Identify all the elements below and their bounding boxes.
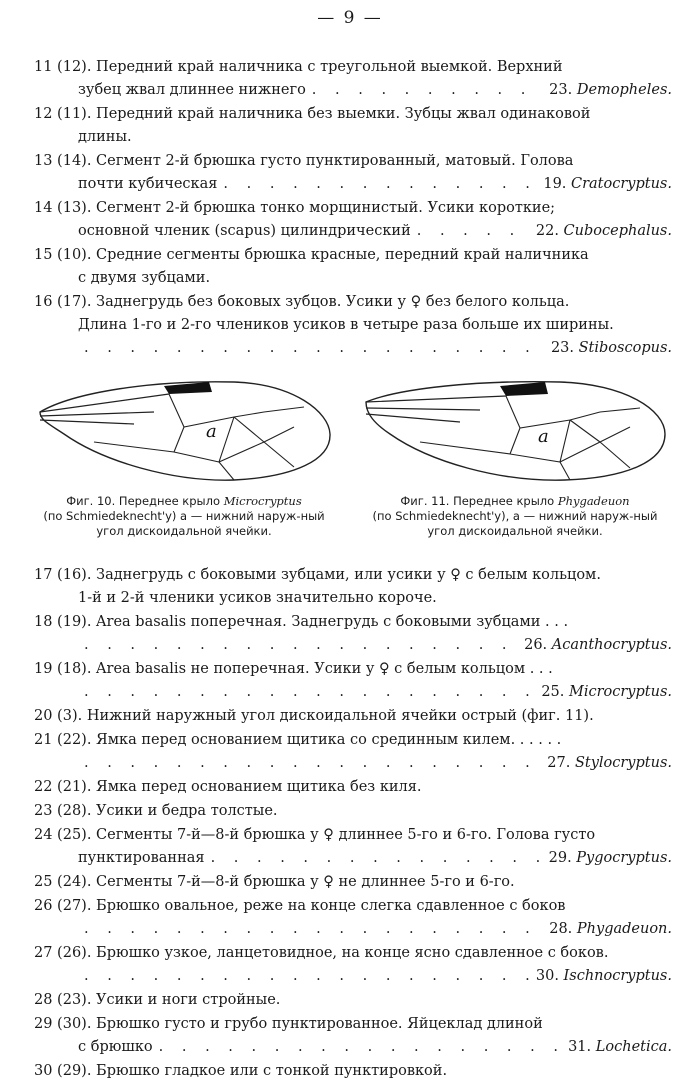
leader-dots — [84, 681, 535, 704]
reference-number: 31. — [568, 1039, 592, 1055]
leader-dots — [84, 918, 543, 941]
lead-text: основной членик (scapus) цилиндрический — [78, 223, 411, 239]
leader-dots — [159, 1036, 562, 1059]
entry-line: 17 (16). Заднегрудь с боковыми зубцами, или усики у ♀ с белым кольцом. — [34, 567, 601, 583]
key-entry-e19 — [34, 658, 672, 704]
leader-dots — [84, 965, 530, 988]
leader-dots — [223, 173, 537, 196]
key-entry-e26 — [34, 895, 672, 941]
entry-reference-line — [34, 220, 672, 243]
key-entry-e15 — [34, 244, 672, 290]
key-entry-e23 — [34, 800, 672, 823]
entry-line: 25 (24). Сегменты 7-й—8-й брюшка у ♀ не длиннее 5-го и 6-го. — [34, 874, 515, 890]
entry-line: 26 (27). Брюшко овальное, реже на конце слегка сдавленное с боков — [34, 898, 566, 914]
figure-11 — [360, 372, 670, 539]
genus-reference — [547, 752, 672, 775]
page-number: — 9 — — [317, 8, 383, 28]
key-entry-e28 — [34, 989, 672, 1012]
genus-reference — [543, 173, 672, 196]
entry-reference-line — [34, 847, 672, 870]
leader-dots — [312, 79, 543, 102]
key-entry-e17 — [34, 564, 672, 610]
wing-drawing-fig10 — [34, 372, 334, 490]
entry-line: с двумя зубцами. — [78, 270, 211, 286]
reference-number: 22. — [535, 223, 559, 239]
reference-number: 23. — [550, 340, 575, 356]
key-entry-e30 — [34, 1060, 672, 1083]
genus-name: Microcryptus. — [568, 684, 672, 700]
entry-reference-line — [34, 79, 672, 102]
leader-dots — [84, 634, 518, 657]
genus-name: Ischnocryptus. — [563, 968, 672, 984]
key-entry-e13 — [34, 150, 672, 196]
genus-reference — [549, 79, 672, 102]
key-entry-e27 — [34, 942, 672, 988]
fig10-caption: Фиг. 10. Переднее крыло Microcryptus (по Schmiedeknecht'y) a — нижний наруж-ный угол дискоидальной ячейки. — [43, 494, 325, 538]
entry-line: 24 (25). Сегменты 7-й—8-й брюшка у ♀ длиннее 5-го и 6-го. Голова густо — [34, 827, 596, 843]
leader-dots — [417, 220, 530, 243]
lead-text: зубец жвал длиннее нижнего — [78, 82, 306, 98]
entry-reference-line — [34, 1036, 672, 1059]
key-entry-e16 — [34, 291, 672, 360]
entry-line: длины. — [78, 129, 132, 145]
genus-name: Acanthocryptus. — [551, 637, 672, 653]
entry-reference-line — [34, 965, 672, 988]
reference-number: 25. — [541, 684, 565, 700]
lead-text: с брюшко — [78, 1039, 153, 1055]
entry-line: 29 (30). Брюшко густо и грубо пунктированное. Яйцеклад длиной — [34, 1016, 543, 1032]
genus-name: Cratocryptus. — [571, 176, 672, 192]
entry-line: Длина 1-го и 2-го члеников усиков в четыре раза больше их ширины. — [78, 317, 614, 333]
entry-reference-line — [34, 634, 672, 657]
genus-reference — [536, 965, 672, 988]
entry-line: 14 (13). Сегмент 2-й брюшка тонко морщинистый. Усики короткие; — [34, 200, 556, 216]
genus-name: Phygadeuon. — [576, 921, 672, 937]
fig11-label-a: a — [538, 426, 549, 447]
genus-name: Pygocryptus. — [576, 850, 672, 866]
figures-row — [34, 372, 674, 552]
fig10-label-a: a — [206, 421, 217, 442]
entry-reference-line — [34, 337, 672, 360]
entry-line: 13 (14). Сегмент 2-й брюшка густо пунктированный, матовый. Голова — [34, 153, 574, 169]
key-entry-e11 — [34, 56, 672, 102]
entry-reference-line — [34, 918, 672, 941]
genus-name: Stylocryptus. — [574, 755, 672, 771]
key-entry-e24 — [34, 824, 672, 870]
genus-reference — [524, 634, 672, 657]
key-entry-e18 — [34, 611, 672, 657]
entry-line: 21 (22). Ямка перед основанием щитика со срединным килем. . . . . . — [34, 732, 562, 748]
entry-line: 23 (28). Усики и бедра толстые. — [34, 803, 278, 819]
key-entry-e22 — [34, 776, 672, 799]
genus-reference — [551, 337, 672, 360]
entry-line: 20 (3). Нижний наружный угол дискоидальной ячейки острый (фиг. 11). — [34, 708, 594, 724]
entry-line: 30 (29). Брюшко гладкое или с тонкой пунктировкой. — [34, 1063, 448, 1079]
entry-line: 16 (17). Заднегрудь без боковых зубцов. Усики у ♀ без белого кольца. — [34, 294, 570, 310]
wing-drawing-fig11 — [360, 372, 670, 490]
key-entry-e21 — [34, 729, 672, 775]
entry-line: 28 (23). Усики и ноги стройные. — [34, 992, 281, 1008]
key-entry-e12 — [34, 103, 672, 149]
entry-line: 19 (18). Area basalis не поперечная. Усики у ♀ с белым кольцом . . . — [34, 661, 553, 677]
lead-text: почти кубическая — [78, 176, 218, 192]
reference-number: 30. — [535, 968, 559, 984]
genus-name: Lochetica. — [595, 1039, 672, 1055]
genus-name: Demopheles. — [576, 82, 672, 98]
genus-name: Stiboscopus. — [578, 340, 672, 356]
fig11-caption: Фиг. 11. Переднее крыло Phygadeuon (по Schmiedeknecht'y), a — нижний наруж-ный угол дискоидальной ячейки. — [372, 494, 658, 538]
entry-line: 11 (12). Передний край наличника с треугольной выемкой. Верхний — [34, 59, 563, 75]
reference-number: 23. — [549, 82, 573, 98]
reference-number: 28. — [549, 921, 573, 937]
genus-reference — [541, 681, 672, 704]
reference-number: 19. — [543, 176, 567, 192]
genus-reference — [536, 220, 672, 243]
key-entry-e25 — [34, 871, 672, 894]
entry-line: 22 (21). Ямка перед основанием щитика без киля. — [34, 779, 422, 795]
entry-line: 18 (19). Area basalis поперечная. Заднегрудь с боковыми зубцами . . . — [34, 614, 569, 630]
reference-number: 27. — [547, 755, 571, 771]
entry-line: 1-й и 2-й членики усиков значительно короче. — [78, 590, 437, 606]
reference-number: 26. — [524, 637, 548, 653]
lead-text: пунктированная — [78, 850, 205, 866]
entry-line: 27 (26). Брюшко узкое, ланцетовидное, на конце ясно сдавленное с боков. — [34, 945, 609, 961]
key-entry-e29 — [34, 1013, 672, 1059]
entry-reference-line — [34, 173, 672, 196]
key-entry-e20 — [34, 705, 672, 728]
figure-10 — [34, 372, 334, 539]
genus-reference — [549, 847, 672, 870]
genus-reference — [568, 1036, 672, 1059]
leader-dots — [84, 337, 545, 360]
key-entry-e14 — [34, 197, 672, 243]
genus-name: Cubocephalus. — [563, 223, 672, 239]
entry-line: 15 (10). Средние сегменты брюшка красные, передний край наличника — [34, 247, 589, 263]
reference-number: 29. — [548, 850, 572, 866]
entry-reference-line — [34, 752, 672, 775]
entry-line: 12 (11). Передний край наличника без выемки. Зубцы жвал одинаковой — [34, 106, 591, 122]
genus-reference — [549, 918, 672, 941]
leader-dots — [211, 847, 543, 870]
entry-reference-line — [34, 681, 672, 704]
leader-dots — [84, 752, 541, 775]
